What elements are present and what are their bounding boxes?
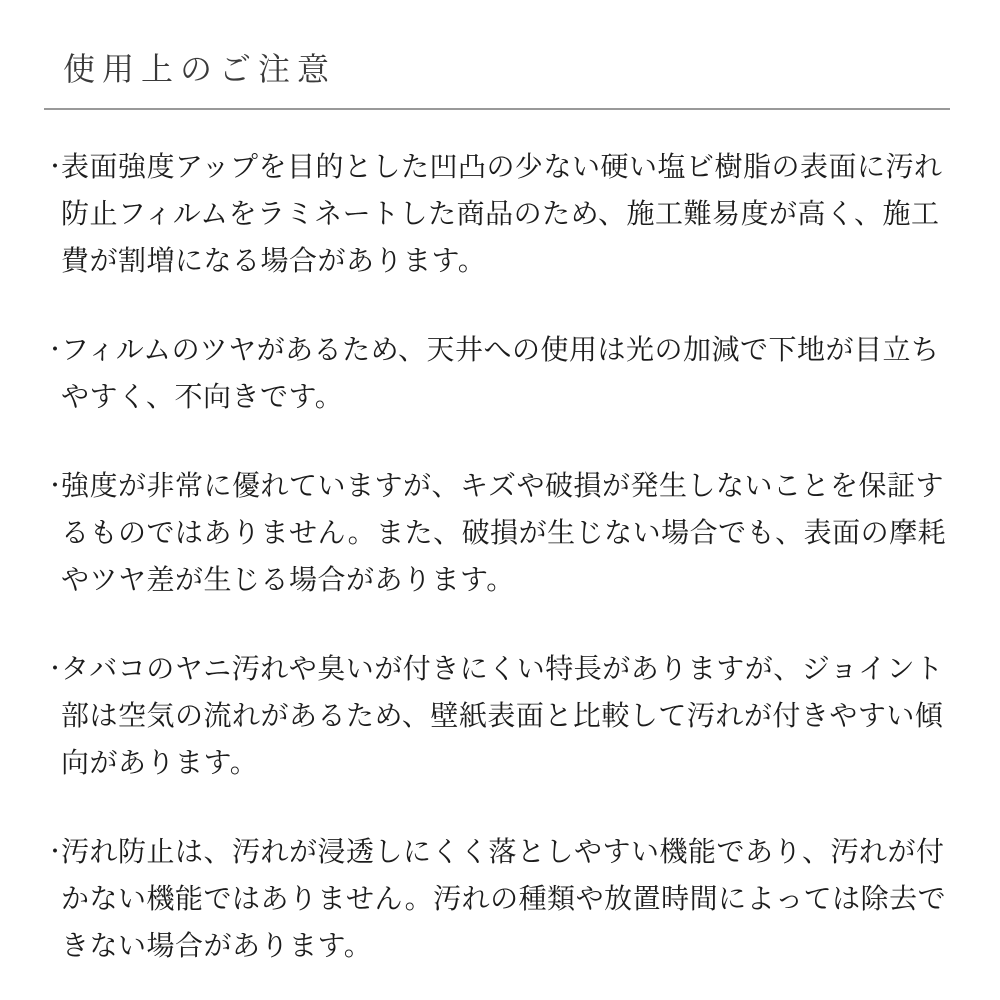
note-item	[44, 828, 950, 969]
title-divider-rule	[44, 108, 950, 110]
note-text: 汚れ防止は、汚れが浸透しにくく落としやすい機能であり、汚れが付かない機能ではありません。汚れの種類や放置時間によっては除去できない場合があります。	[61, 836, 947, 962]
note-text: 強度が非常に優れていますが、キズや破損が発生しないことを保証するものではありません。また、破損が生じない場合でも、表面の摩耗やツヤ差が生じる場合があります。	[61, 470, 947, 596]
note-text: フィルムのツヤがあるため、天井への使用は光の加減で下地が目立ちやすく、不向きです。	[61, 334, 940, 413]
bullet-marker: ・	[44, 473, 67, 499]
note-item	[44, 462, 950, 603]
note-text: タバコのヤニ汚れや臭いが付きにくい特長がありますが、ジョイント部は空気の流れがあるため、壁紙表面と比較して汚れが付きやすい傾向があります。	[61, 653, 944, 779]
bullet-marker: ・	[44, 154, 67, 180]
page-title: 使用上のご注意	[63, 51, 337, 87]
note-text: 表面強度アップを目的とした凹凸の少ない硬い塩ビ樹脂の表面に汚れ防止フィルムをラミネートした商品のため、施工難易度が高く、施工費が割増になる場合があります。	[61, 151, 943, 277]
bullet-marker: ・	[44, 337, 67, 363]
bullet-marker: ・	[44, 656, 67, 682]
bullet-marker: ・	[44, 839, 67, 865]
note-item	[44, 143, 950, 284]
note-item	[44, 326, 950, 420]
note-item	[44, 645, 950, 786]
notes-list	[44, 143, 950, 969]
